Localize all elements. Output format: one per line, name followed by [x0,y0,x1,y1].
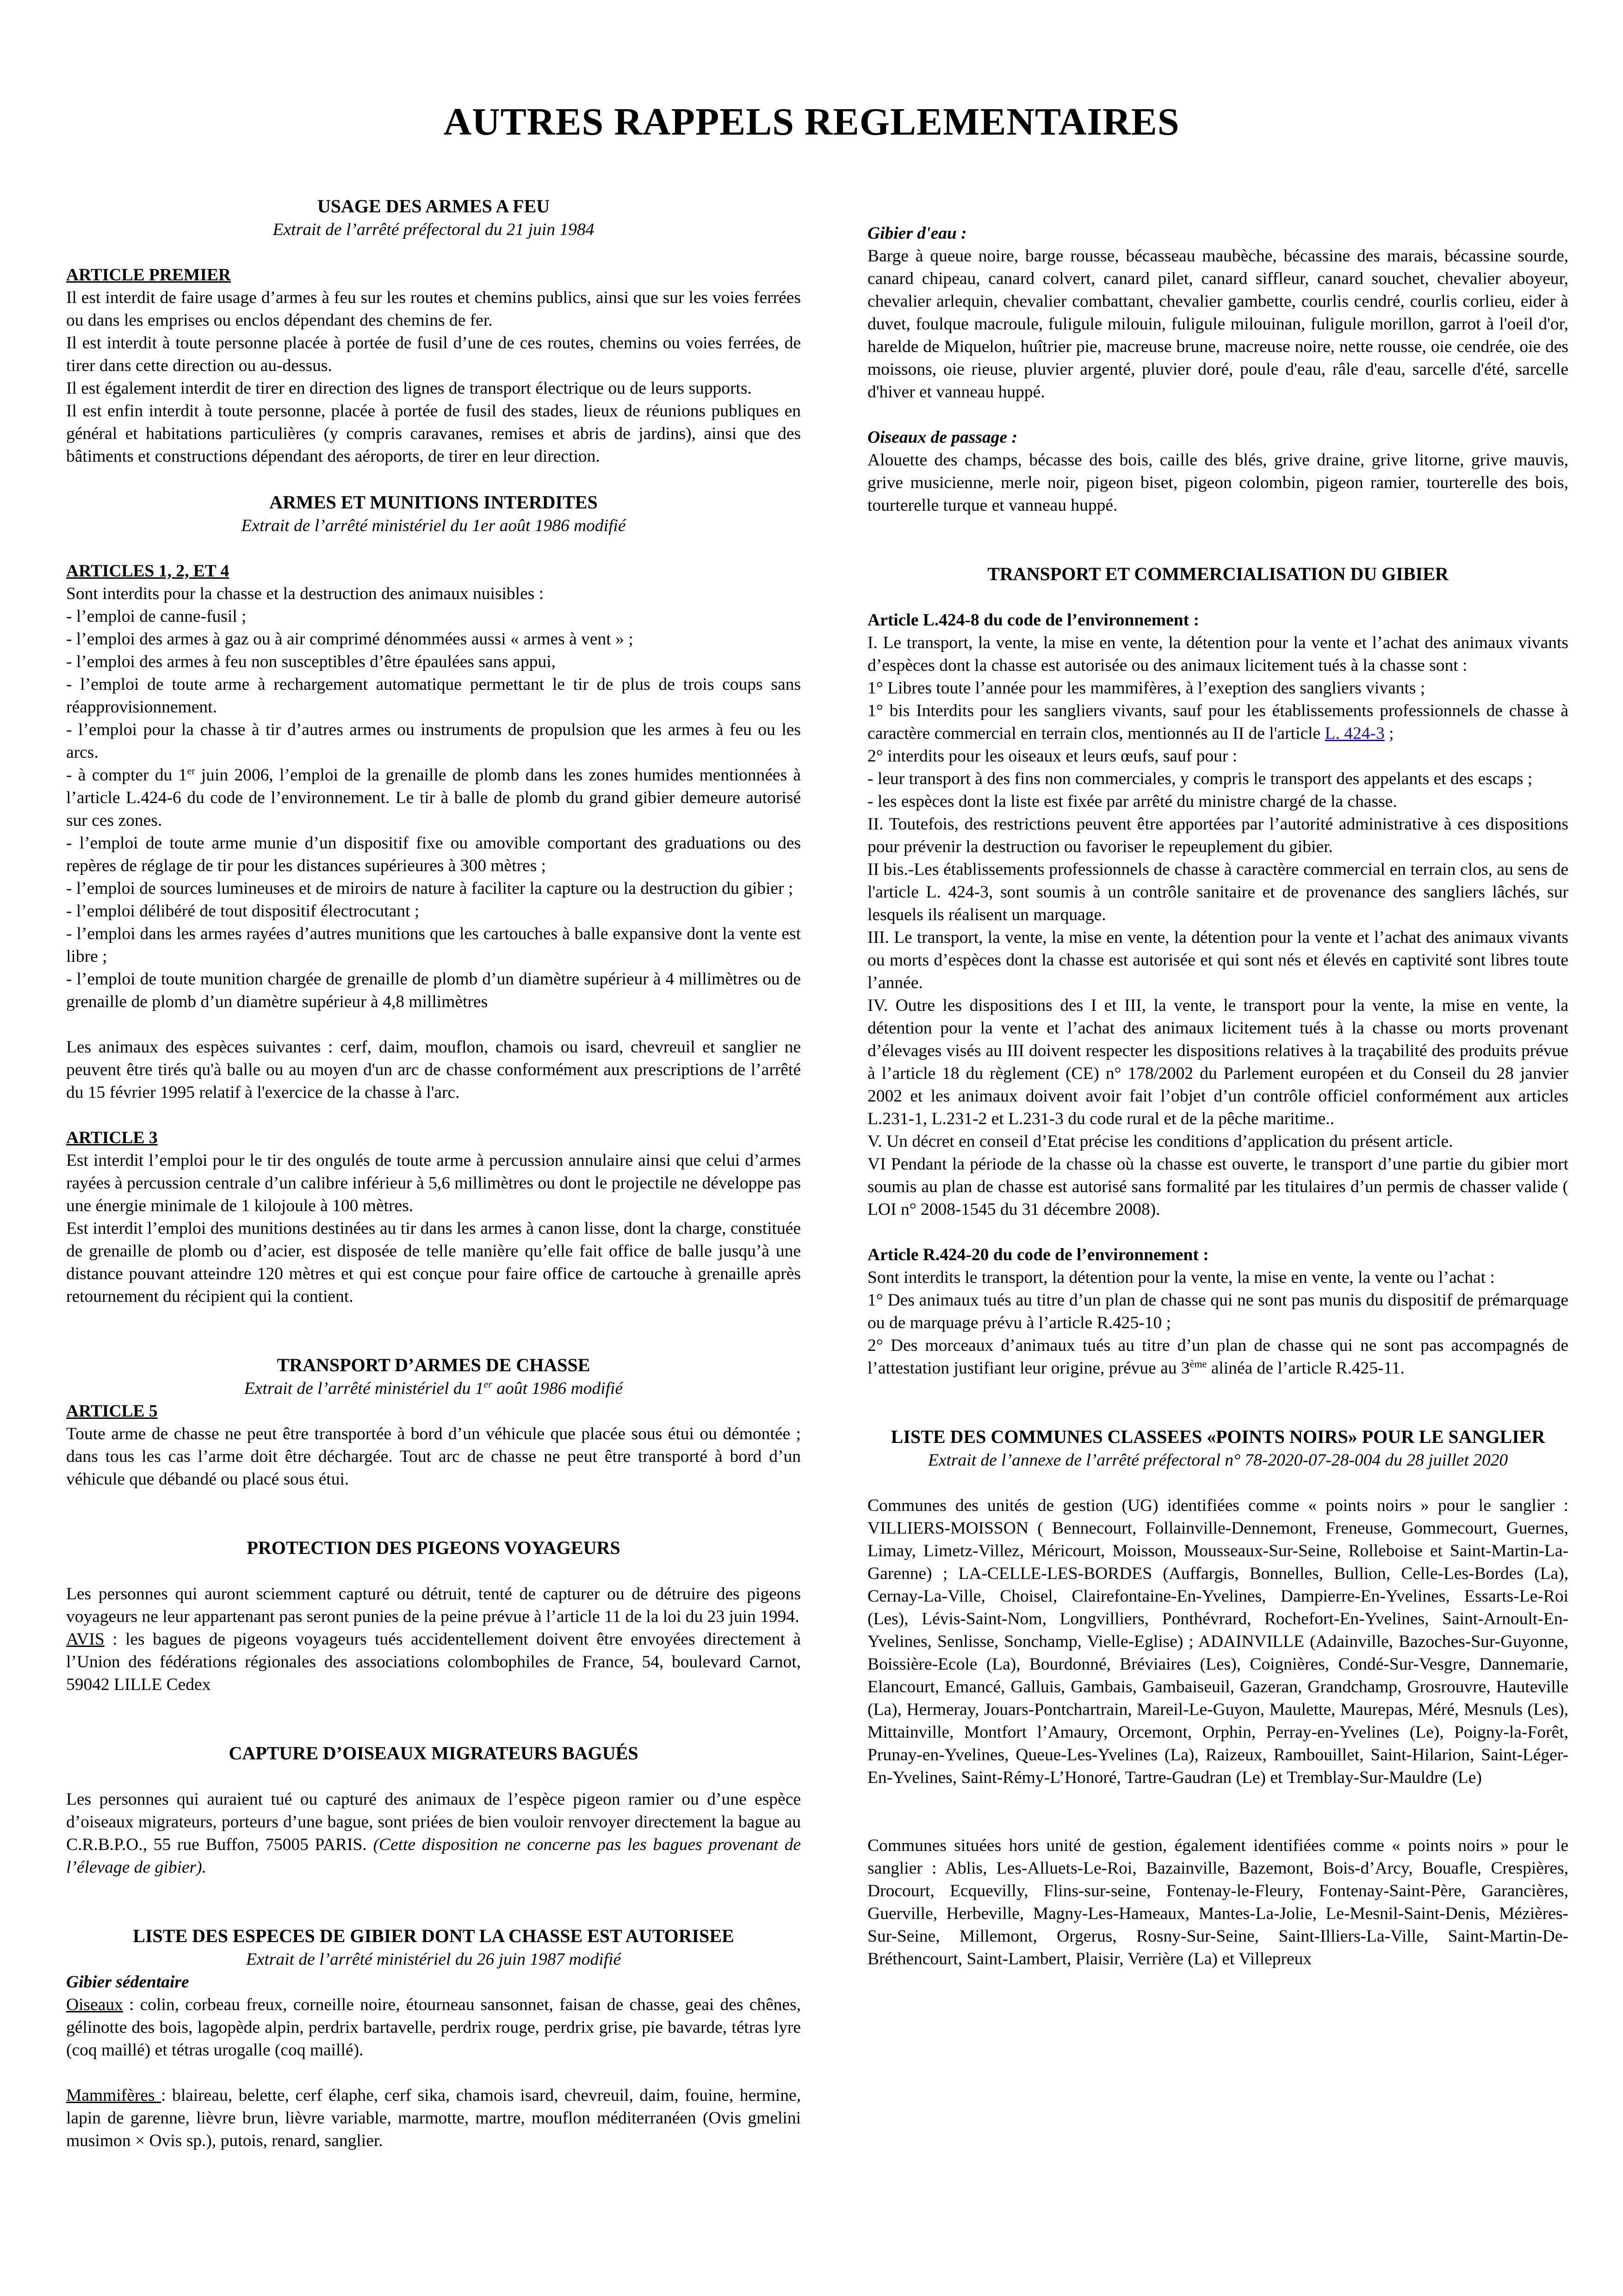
article-title: ARTICLE 3 [66,1128,158,1147]
article-title: ARTICLES 1, 2, ET 4 [66,562,229,581]
paragraph: Est interdit l’emploi pour le tir des ongulés de toute arme à percussion annulaire ainsi que celui d’armes rayées à percussion centrale d’un calibre inférieur à 5,6 millimètres ou dont le projectile ne développe pas une énergie minimale de 1 kilojoule à 100 mètres. [66,1151,801,1215]
article-title: Article L.424-8 du code de l’environnement : [867,611,1199,630]
section-subtitle: Extrait de l’arrêté ministériel du 26 juin 1987 modifié [246,1950,621,1969]
paragraph: Les animaux des espèces suivantes : cerf, daim, mouflon, chamois ou isard, chevreuil et sanglier ne peuvent être tirés qu'à balle ou au moyen d'un arc de chasse conformément aux prescriptions de l’arrêté du 15 février 1995 relatif à l'exercice de la chasse à l'arc. [66,1038,801,1102]
paragraph: II bis.-Les établissements professionnels de chasse à caractère commercial en terrain clos, au sens de l'article L. 424-3, sont soumis à un contrôle sanitaire et de provenance des sangliers lâchés, sur lesquels ils réalisent un marquage. [867,860,1568,924]
paragraph: AVIS : les bagues de pigeons voyageurs tués accidentellement doivent être envoyées directement à l’Union des fédérations régionales des associations colombophiles de France, 54, boulevard Carnot, 59042 LILLE Cedex [66,1630,801,1694]
list-item: - l’emploi délibéré de tout dispositif électrocutant ; [66,902,420,921]
paragraph: Il est interdit à toute personne placée à portée de fusil d’une de ces routes, chemins ou voies ferrées, de tirer dans cette direction ou au-dessus. [66,334,801,375]
paragraph: Toute arme de chasse ne peut être transportée à bord d’un véhicule que placée sous étui ou démontée ; dans tous les cas l’arme doit être déchargée. Tout arc de chasse ne peut être transporté à bord d’un véhicule que débandé ou placé sous étui. [66,1424,801,1489]
article-title: ARTICLE 5 [66,1402,158,1421]
list-item: - l’emploi de toute arme munie d’un dispositif fixe ou amovible comportant des graduations ou des repères de réglage de tir pour les distances supérieures à 300 mètres ; [66,834,801,875]
paragraph: Communes des unités de gestion (UG) identifiées comme « points noirs » pour le sanglier : VILLIERS-MOISSON ( Bennecourt, Follainville-Dennemont, Freneuse, Gommecourt, Guernes, Limay, Limetz-Villez, Méricourt, Moisson, Mousseaux-Sur-Seine, Rolleboise et Saint-Martin-La-Garenne) ; LA-CELLE-LES-BORDES (Auffargis, Bonnelles, Bullion, Celle-Les-Bordes (La), Cernay-La-Ville, Choisel, Clairefontaine-En-Yvelines, Dampierre-En-Yvelines, Essarts-Le-Roi (Les), Lévis-Saint-Nom, Longvilliers, Ponthévrard, Rochefort-En-Yvelines, Saint-Arnoult-En-Yvelines, Senlisse, Sonchamp, Vielle-Eglise) ; ADAINVILLE (Adainville, Bazoches-Sur-Guyonne, Boissière-Ecole (La), Bourdonné, Bréviaires (Les), Coignières, Condé-Sur-Vesgre, Dannemarie, Elancourt, Emancé, Galluis, Gambais, Gambaiseuil, Gazeran, Grandchamp, Grosrouvre, Hauteville (La), Hermeray, Jouars-Pontchartrain, Mareil-Le-Guyon, Maulette, Maurepas, Méré, Mesnuls (Les), Mittainville, Montfort l’Amaury, Orcemont, Orphin, Perray-en-Yvelines (Le), Poigny-la-Forêt, Prunay-en-Yvelines, Queue-Les-Yvelines (La), Raizeux, Rambouillet, Saint-Hilarion, Saint-Léger-En-Yvelines, Saint-Rémy-L’Honoré, Tartre-Gaudran (Le) et Tremblay-Sur-Mauldre (Le) [867,1496,1568,1787]
paragraph: Les personnes qui auront sciemment capturé ou détruit, tenté de capturer ou de détruire des pigeons voyageurs ne leur appartenant pas seront punies de la peine prévue à l’article 11 de la loi du 23 juin 1994. [66,1584,801,1626]
paragraph: VI Pendant la période de la chasse où la chasse est ouverte, le transport d’une partie du gibier mort soumis au plan de chasse est autorisé sans formalité par les titulaires d’un permis de chasser valide ( LOI n° 2008-1545 du 31 décembre 2008). [867,1155,1568,1219]
section-heading-transport-armes: TRANSPORT D’ARMES DE CHASSE [277,1355,590,1375]
article-link[interactable]: L. 424-3 [1325,724,1385,743]
paragraph: Oiseaux : colin, corbeau freux, corneille noire, étourneau sansonnet, faisan de chasse, geai des chênes, gélinotte des bois, lagopède alpin, perdrix bartavelle, perdrix rouge, perdrix grise, pie bavarde, tétras lyre (coq maillé) et tétras urogalle (coq maillé). [66,1995,801,2060]
paragraph: 1° Des animaux tués au titre d’un plan de chasse qui ne sont pas munis du dispositif de prémarquage ou de marquage prévu à l’article R.425-10 ; [867,1291,1568,1332]
list-item: - à compter du 1er juin 2006, l’emploi de la grenaille de plomb dans les zones humides mentionnées à l’article L.424-6 du code de l’environnement. Le tir à balle de plomb du grand gibier demeure autorisé sur ces zones. [66,765,801,830]
section-heading-oiseaux-bagues: CAPTURE D’OISEAUX MIGRATEURS BAGUÉS [229,1743,638,1764]
section-subtitle: Extrait de l’arrêté ministériel du 1er août 1986 modifié [244,1378,623,1398]
paragraph: Les personnes qui auraient tué ou capturé des animaux de l’espèce pigeon ramier ou d’une espèce d’oiseaux migrateurs, porteurs d’une bague, sont priées de bien vouloir renvoyer directement la bague au C.R.B.P.O., 55 rue Buffon, 75005 PARIS. (Cette disposition ne concerne pas les bagues provenant de l’élevage de gibier). [66,1790,801,1877]
list-item: - l’emploi des armes à feu non susceptibles d’être épaulées sans appui, [66,652,556,671]
section-heading-usage-armes: USAGE DES ARMES A FEU [317,196,550,217]
paragraph: Communes situées hors unité de gestion, également identifiées comme « points noirs » pour le sanglier : Ablis, Les-Alluets-Le-Roi, Bazainville, Bazemont, Bois-d’Arcy, Bouafle, Crespières, Drocourt, Ecquevilly, Flins-sur-seine, Fontenay-le-Fleury, Fontenay-Saint-Père, Garancières, Guerville, Herbeville, Magny-Les-Hameaux, Mantes-La-Jolie, Le-Mesnil-Saint-Denis, Mézières-Sur-Seine, Millemont, Orgerus, Rosny-Sur-Seine, Saint-Illiers-La-Ville, Saint-Martin-De-Bréthencourt, Saint-Lambert, Plaisir, Verrière (La) et Villepreux [867,1836,1568,1968]
paragraph: Mammifères : blaireau, belette, cerf élaphe, cerf sika, chamois isard, chevreuil, daim, fouine, hermine, lapin de garenne, lièvre brun, lièvre variable, marmotte, martre, mouflon méditerranéen (Ovis gmelini musimon × Ovis sp.), putois, renard, sanglier. [66,2086,801,2150]
section-subtitle: Extrait de l’annexe de l’arrêté préfectoral n° 78-2020-07-28-004 du 28 juillet 2020 [928,1451,1508,1470]
section-heading-armes-munitions: ARMES ET MUNITIONS INTERDITES [269,492,598,513]
paragraph: Alouette des champs, bécasse des bois, caille des blés, grive draine, grive litorne, grive mauvis, grive musicienne, merle noir, pigeon biset, pigeon colombin, pigeon ramier, tourterelle des bois, tourterelle turque et vanneau huppé. [867,451,1568,515]
subsection-label: Oiseaux de passage : [867,428,1017,447]
section-heading-points-noirs: LISTE DES COMMUNES CLASSEES «POINTS NOIRS» POUR LE SANGLIER [891,1426,1545,1447]
subsection-label: Gibier d'eau : [867,224,967,243]
paragraph: IV. Outre les dispositions des I et III, la vente, le transport pour la vente, la mise en vente, la détention pour la vente et l’achat des animaux licitement tués à la chasse ou morts provenant d’élevages visés au III doivent respecter les dispositions relatives à la traçabilité des produits prévue à l’article 18 du règlement (CE) n° 178/2002 du Parlement européen et du Conseil du 28 janvier 2002 et les animaux doivent avoir fait l’objet d’un contrôle officiel conformément aux articles L.231-1, L.231-2 et L.231-3 du code rural et de la pêche maritime.. [867,996,1568,1128]
paragraph: - les espèces dont la liste est fixée par arrêté du ministre chargé de la chasse. [867,792,1397,811]
left-column [66,194,801,2152]
subsection-label: Gibier sédentaire [66,1973,189,1992]
section-heading-pigeons: PROTECTION DES PIGEONS VOYAGEURS [247,1537,620,1558]
paragraph: V. Un décret en conseil d’Etat précise les conditions d’application du présent article. [867,1132,1453,1151]
list-item: - l’emploi de sources lumineuses et de miroirs de nature à faciliter la capture ou la destruction du gibier ; [66,879,793,898]
paragraph: 2° Des morceaux d’animaux tués au titre d’un plan de chasse qui ne sont pas accompagnés de l’attestation justifiant leur origine, prévue au 3ème alinéa de l’article R.425-11. [867,1336,1568,1378]
paragraph: Sont interdits le transport, la détention pour la vente, la mise en vente, la vente ou l’achat : [867,1268,1495,1287]
list-item: - l’emploi de toute munition chargée de grenaille de plomb d’un diamètre supérieur à 4 millimètres ou de grenaille de plomb d’un diamètre supérieur à 4,8 millimètres [66,970,801,1011]
paragraph: Barge à queue noire, barge rousse, bécasseau maubèche, bécassine des marais, bécassine sourde, canard chipeau, canard colvert, canard pilet, canard siffleur, canard souchet, chevalier aboyeur, chevalier arlequin, chevalier combattant, chevalier gambette, courlis cendré, courlis corlieu, eider à duvet, foulque macroule, fuligule milouin, fuligule milouinan, fuligule morillon, garrot à l'oeil d'or, harelde de Miquelon, huîtrier pie, macreuse brune, macreuse noire, nette rousse, oie cendrée, oie des moissons, oie rieuse, pluvier argenté, pluvier doré, poule d'eau, râle d'eau, sarcelle d'été, sarcelle d'hiver et vanneau huppé. [867,247,1568,402]
paragraph: Sont interdits pour la chasse et la destruction des animaux nuisibles : [66,584,544,603]
section-subtitle: Extrait de l’arrêté ministériel du 1er août 1986 modifié [241,516,626,535]
paragraph: - leur transport à des fins non commerciales, y compris le transport des appelants et des escaps ; [867,769,1533,788]
paragraph: Il est interdit de faire usage d’armes à feu sur les routes et chemins publics, ainsi que sur les voies ferrées ou dans les emprises ou enclos dépendant des chemins de fer. [66,288,801,330]
list-item: - l’emploi pour la chasse à tir d’autres armes ou instruments de propulsion que les armes à feu ou les arcs. [66,720,801,762]
section-heading-especes-gibier: LISTE DES ESPECES DE GIBIER DONT LA CHASSE EST AUTORISEE [133,1925,734,1946]
article-title: ARTICLE PREMIER [66,266,231,285]
paragraph: II. Toutefois, des restrictions peuvent être apportées par l’autorité administrative à ces dispositions pour prévenir la destruction ou favoriser le repeuplement du gibier. [867,815,1568,856]
paragraph: Il est enfin interdit à toute personne, placée à portée de fusil des stades, lieux de réunions publiques en général et habitations particulières (y compris caravanes, remises et abris de jardins), ainsi que des bâtiments et constructions dépendant des aéroports, de tirer en leur direction. [66,402,801,466]
paragraph: 2° interdits pour les oiseaux et leurs œufs, sauf pour : [867,747,1238,766]
article-title: Article R.424-20 du code de l’environnement : [867,1245,1209,1264]
paragraph: 1° bis Interdits pour les sangliers vivants, sauf pour les établissements professionnels de chasse à caractère commercial en terrain clos, mentionnés au II de l'article L. 424-3 ; [867,701,1568,743]
list-item: - l’emploi de toute arme à rechargement automatique permettant le tir de plus de trois coups sans réapprovisionnement. [66,675,801,717]
paragraph: Il est également interdit de tirer en direction des lignes de transport électrique ou de leurs supports. [66,379,752,398]
paragraph: 1° Libres toute l’année pour les mammifères, à l’exeption des sangliers vivants ; [867,679,1425,698]
right-column [867,222,1568,1970]
list-item: - l’emploi des armes à gaz ou à air comprimé dénommées aussi « armes à vent » ; [66,630,633,649]
list-item: - l’emploi de canne-fusil ; [66,607,247,626]
paragraph: III. Le transport, la vente, la mise en vente, la détention pour la vente et l’achat des animaux vivants ou morts d’espèces dont la chasse est autorisée et qui sont nés et élevés en captivité sont libres toute l’année. [867,928,1568,992]
paragraph: Est interdit l’emploi des munitions destinées au tir dans les armes à canon lisse, dont la charge, constituée de grenaille de plomb ou d’acier, est disposée de telle manière qu’elle fait office de balle jusqu’à une distance pouvant atteindre 120 mètres et qui est conçue pour faire office de cartouche à grenaille après retournement du récipient qui la contient. [66,1219,801,1306]
paragraph: I. Le transport, la vente, la mise en vente, la détention pour la vente et l’achat des animaux vivants d’espèces dont la chasse est autorisée ou des animaux licitement tués à la chasse sont : [867,633,1568,675]
section-subtitle: Extrait de l’arrêté préfectoral du 21 juin 1984 [273,220,595,239]
list-item: - l’emploi dans les armes rayées d’autres munitions que les cartouches à balle expansive dont la vente est libre ; [66,924,801,966]
page-title: AUTRES RAPPELS REGLEMENTAIRES [443,100,1180,143]
section-heading-transport-gibier: TRANSPORT ET COMMERCIALISATION DU GIBIER [987,563,1449,584]
